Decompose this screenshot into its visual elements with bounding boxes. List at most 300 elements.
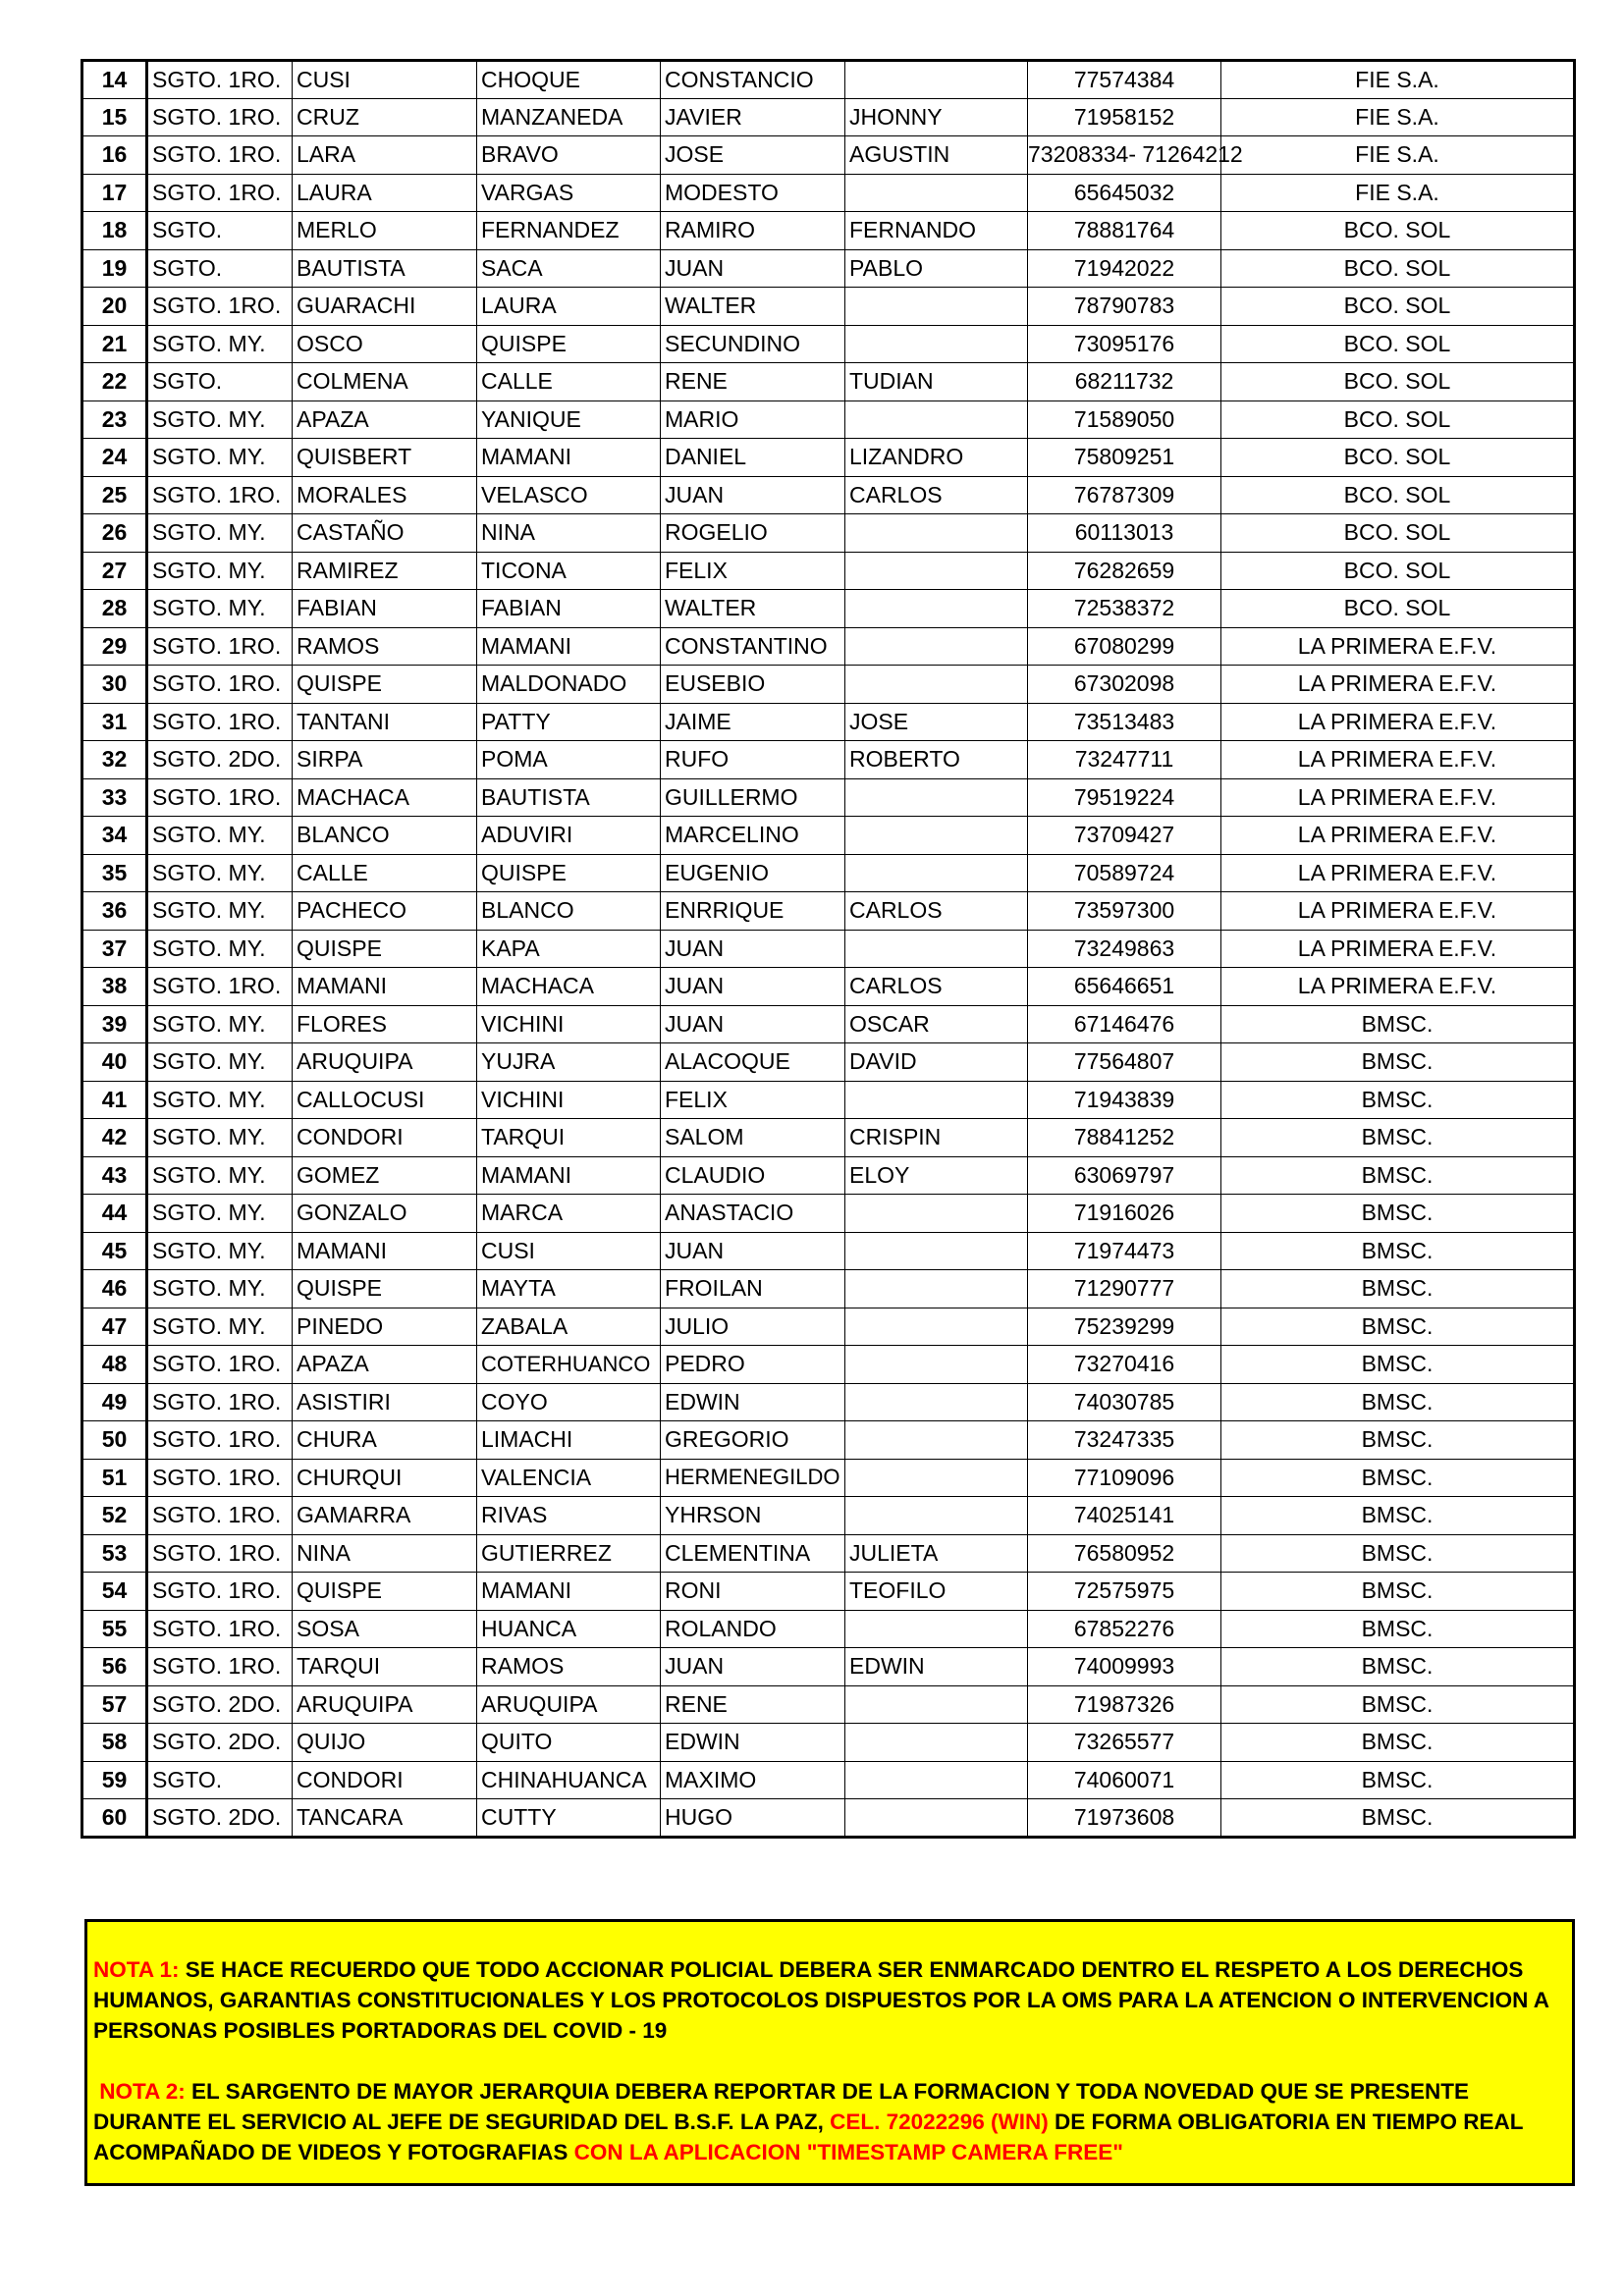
middle-name-cell [845,666,1028,704]
row-number-cell: 60 [82,1799,147,1838]
note-2 [93,2076,1566,2167]
middle-name-cell [845,817,1028,855]
institution-cell: BMSC. [1221,1724,1575,1762]
last-name-1-cell: LARA [293,136,477,175]
middle-name-cell: ELOY [845,1156,1028,1195]
rank-cell: SGTO. 1RO. [147,61,293,99]
phone-cell: 78881764 [1028,212,1221,250]
row-number-cell: 23 [82,400,147,439]
row-number-cell: 25 [82,476,147,514]
table-row [82,590,1575,628]
last-name-2-cell: TARQUI [477,1119,661,1157]
last-name-1-cell: NINA [293,1534,477,1573]
rank-cell: SGTO. 1RO. [147,174,293,212]
last-name-1-cell: COLMENA [293,363,477,401]
last-name-2-cell: ZABALA [477,1308,661,1346]
rank-cell: SGTO. 1RO. [147,1459,293,1497]
institution-cell: BMSC. [1221,1383,1575,1421]
phone-cell: 74060071 [1028,1761,1221,1799]
row-number-cell: 45 [82,1232,147,1270]
last-name-2-cell: MAMANI [477,1573,661,1611]
rank-cell: SGTO. 1RO. [147,1573,293,1611]
note-2-app: CON LA APLICACION "TIMESTAMP CAMERA FREE" [573,2140,1123,2164]
middle-name-cell [845,325,1028,363]
last-name-2-cell: MALDONADO [477,666,661,704]
table-row [82,892,1575,931]
institution-cell: BMSC. [1221,1119,1575,1157]
phone-cell: 74030785 [1028,1383,1221,1421]
row-number-cell: 29 [82,627,147,666]
last-name-2-cell: LIMACHI [477,1421,661,1460]
rank-cell: SGTO. 2DO. [147,1685,293,1724]
row-number-cell: 33 [82,778,147,817]
institution-cell: BMSC. [1221,1497,1575,1535]
first-name-cell: ALACOQUE [661,1043,845,1082]
rank-cell: SGTO. 1RO. [147,288,293,326]
last-name-1-cell: QUISPE [293,930,477,968]
last-name-1-cell: TANTANI [293,703,477,741]
row-number-cell: 57 [82,1685,147,1724]
row-number-cell: 42 [82,1119,147,1157]
table-row [82,1308,1575,1346]
table-row [82,174,1575,212]
middle-name-cell: JOSE [845,703,1028,741]
table-row [82,1459,1575,1497]
last-name-2-cell: KAPA [477,930,661,968]
institution-cell: LA PRIMERA E.F.V. [1221,968,1575,1006]
row-number-cell: 58 [82,1724,147,1762]
last-name-2-cell: BRAVO [477,136,661,175]
rank-cell: SGTO. MY. [147,439,293,477]
middle-name-cell [845,1346,1028,1384]
phone-cell: 73270416 [1028,1346,1221,1384]
first-name-cell: MARIO [661,400,845,439]
institution-cell: BCO. SOL [1221,514,1575,553]
last-name-2-cell: VARGAS [477,174,661,212]
first-name-cell: ROLANDO [661,1610,845,1648]
institution-cell: FIE S.A. [1221,136,1575,175]
row-number-cell: 54 [82,1573,147,1611]
table-row [82,1232,1575,1270]
last-name-1-cell: CHURQUI [293,1459,477,1497]
last-name-2-cell: FERNANDEZ [477,212,661,250]
middle-name-cell [845,930,1028,968]
first-name-cell: EUGENIO [661,854,845,892]
last-name-2-cell: FABIAN [477,590,661,628]
last-name-2-cell: MARCA [477,1195,661,1233]
phone-cell: 68211732 [1028,363,1221,401]
last-name-2-cell: CHOQUE [477,61,661,99]
last-name-1-cell: ARUQUIPA [293,1043,477,1082]
first-name-cell: ANASTACIO [661,1195,845,1233]
last-name-1-cell: LAURA [293,174,477,212]
last-name-1-cell: APAZA [293,1346,477,1384]
phone-cell: 78841252 [1028,1119,1221,1157]
table-row [82,1724,1575,1762]
note-1-label: NOTA 1: [93,1957,180,1982]
last-name-1-cell: PINEDO [293,1308,477,1346]
row-number-cell: 38 [82,968,147,1006]
middle-name-cell: LIZANDRO [845,439,1028,477]
institution-cell: BMSC. [1221,1761,1575,1799]
middle-name-cell [845,1081,1028,1119]
institution-cell: FIE S.A. [1221,174,1575,212]
last-name-2-cell: CUTTY [477,1799,661,1838]
table-row [82,1119,1575,1157]
table-row [82,400,1575,439]
row-number-cell: 22 [82,363,147,401]
last-name-2-cell: YANIQUE [477,400,661,439]
rank-cell: SGTO. MY. [147,325,293,363]
first-name-cell: JULIO [661,1308,845,1346]
rank-cell: SGTO. MY. [147,1119,293,1157]
table-row [82,61,1575,99]
row-number-cell: 20 [82,288,147,326]
phone-cell: 71958152 [1028,98,1221,136]
middle-name-cell: CARLOS [845,968,1028,1006]
middle-name-cell: CARLOS [845,892,1028,931]
rank-cell: SGTO. 1RO. [147,1610,293,1648]
table-row [82,1005,1575,1043]
phone-cell: 73095176 [1028,325,1221,363]
last-name-1-cell: PACHECO [293,892,477,931]
first-name-cell: FROILAN [661,1270,845,1308]
last-name-2-cell: BAUTISTA [477,778,661,817]
phone-cell: 71973608 [1028,1799,1221,1838]
first-name-cell: RENE [661,1685,845,1724]
last-name-1-cell: MACHACA [293,778,477,817]
institution-cell: BMSC. [1221,1685,1575,1724]
row-number-cell: 14 [82,61,147,99]
middle-name-cell [845,400,1028,439]
institution-cell: BCO. SOL [1221,476,1575,514]
middle-name-cell [845,1383,1028,1421]
institution-cell: BMSC. [1221,1232,1575,1270]
middle-name-cell [845,1610,1028,1648]
first-name-cell: GUILLERMO [661,778,845,817]
last-name-2-cell: VICHINI [477,1005,661,1043]
phone-cell: 77109096 [1028,1459,1221,1497]
last-name-2-cell: MAMANI [477,439,661,477]
last-name-1-cell: FLORES [293,1005,477,1043]
last-name-1-cell: GOMEZ [293,1156,477,1195]
rank-cell: SGTO. MY. [147,930,293,968]
last-name-2-cell: QUITO [477,1724,661,1762]
last-name-1-cell: CONDORI [293,1119,477,1157]
institution-cell: BCO. SOL [1221,439,1575,477]
phone-cell: 75809251 [1028,439,1221,477]
rank-cell: SGTO. 1RO. [147,98,293,136]
last-name-1-cell: GAMARRA [293,1497,477,1535]
last-name-2-cell: ARUQUIPA [477,1685,661,1724]
middle-name-cell [845,174,1028,212]
middle-name-cell [845,590,1028,628]
institution-cell: BMSC. [1221,1573,1575,1611]
rank-cell: SGTO. MY. [147,1156,293,1195]
phone-cell: 77574384 [1028,61,1221,99]
rank-cell: SGTO. 1RO. [147,627,293,666]
middle-name-cell [845,627,1028,666]
row-number-cell: 55 [82,1610,147,1648]
last-name-2-cell: CALLE [477,363,661,401]
rank-cell: SGTO. [147,1761,293,1799]
institution-cell: LA PRIMERA E.F.V. [1221,930,1575,968]
rank-cell: SGTO. MY. [147,1081,293,1119]
rank-cell: SGTO. MY. [147,1043,293,1082]
first-name-cell: FELIX [661,1081,845,1119]
table-row [82,1156,1575,1195]
row-number-cell: 18 [82,212,147,250]
phone-cell: 71974473 [1028,1232,1221,1270]
table-row [82,439,1575,477]
rank-cell: SGTO. 1RO. [147,703,293,741]
table-row [82,552,1575,590]
phone-cell: 73265577 [1028,1724,1221,1762]
first-name-cell: MODESTO [661,174,845,212]
middle-name-cell [845,61,1028,99]
first-name-cell: EDWIN [661,1383,845,1421]
middle-name-cell [845,854,1028,892]
institution-cell: BMSC. [1221,1308,1575,1346]
row-number-cell: 26 [82,514,147,553]
first-name-cell: HERMENEGILDO [661,1459,845,1497]
last-name-1-cell: MAMANI [293,968,477,1006]
institution-cell: LA PRIMERA E.F.V. [1221,666,1575,704]
row-number-cell: 40 [82,1043,147,1082]
first-name-cell: RAMIRO [661,212,845,250]
phone-cell: 63069797 [1028,1156,1221,1195]
institution-cell: BMSC. [1221,1610,1575,1648]
institution-cell: BMSC. [1221,1270,1575,1308]
table-row [82,1573,1575,1611]
middle-name-cell [845,1195,1028,1233]
note-2-label: NOTA 2: [99,2079,186,2104]
row-number-cell: 41 [82,1081,147,1119]
first-name-cell: WALTER [661,288,845,326]
last-name-1-cell: TANCARA [293,1799,477,1838]
last-name-2-cell: QUISPE [477,325,661,363]
last-name-1-cell: QUISBERT [293,439,477,477]
first-name-cell: MARCELINO [661,817,845,855]
last-name-1-cell: CUSI [293,61,477,99]
first-name-cell: WALTER [661,590,845,628]
last-name-1-cell: OSCO [293,325,477,363]
last-name-1-cell: RAMIREZ [293,552,477,590]
row-number-cell: 51 [82,1459,147,1497]
phone-cell: 71943839 [1028,1081,1221,1119]
institution-cell: LA PRIMERA E.F.V. [1221,892,1575,931]
rank-cell: SGTO. 1RO. [147,1534,293,1573]
first-name-cell: ROGELIO [661,514,845,553]
rank-cell: SGTO. MY. [147,1270,293,1308]
first-name-cell: SECUNDINO [661,325,845,363]
first-name-cell: JAVIER [661,98,845,136]
institution-cell: BCO. SOL [1221,288,1575,326]
institution-cell: LA PRIMERA E.F.V. [1221,741,1575,779]
row-number-cell: 27 [82,552,147,590]
row-number-cell: 16 [82,136,147,175]
note-2-text: EL SARGENTO DE MAYOR JERARQUIA DEBERA REPORTAR DE LA FORMACION Y TODA NOVEDAD QUE SE PRESENTE DURANTE EL SERVICIO AL JEFE DE SEGURIDAD DEL B.S.F. LA PAZ, [93,2079,1470,2134]
first-name-cell: JOSE [661,136,845,175]
first-name-cell: FELIX [661,552,845,590]
first-name-cell: HUGO [661,1799,845,1838]
phone-cell: 73513483 [1028,703,1221,741]
personnel-roster-table [81,59,1576,1839]
last-name-2-cell: VELASCO [477,476,661,514]
table-row [82,854,1575,892]
first-name-cell: JUAN [661,930,845,968]
institution-cell: BCO. SOL [1221,249,1575,288]
last-name-2-cell: COTERHUANCO [477,1346,661,1384]
institution-cell: BMSC. [1221,1156,1575,1195]
phone-cell: 73208334- 71264212 [1028,136,1221,175]
last-name-1-cell: CRUZ [293,98,477,136]
last-name-1-cell: CALLE [293,854,477,892]
rank-cell: SGTO. MY. [147,1005,293,1043]
note-1-text: SE HACE RECUERDO QUE TODO ACCIONAR POLICIAL DEBERA SER ENMARCADO DENTRO EL RESPETO A LOS DERECHOS HUMANOS, GARANTIAS CONSTITUCIONALES Y LOS PROTOCOLOS DISPUESTOS POR LA OMS PARA LA ATENCION O INTERVENCION A PERSONAS POSIBLES PORTADORAS DEL COVID - 19 [93,1957,1549,2043]
row-number-cell: 15 [82,98,147,136]
last-name-2-cell: YUJRA [477,1043,661,1082]
rank-cell: SGTO. 2DO. [147,1799,293,1838]
last-name-2-cell: PATTY [477,703,661,741]
middle-name-cell: TEOFILO [845,1573,1028,1611]
last-name-1-cell: RAMOS [293,627,477,666]
last-name-1-cell: QUIJO [293,1724,477,1762]
middle-name-cell: FERNANDO [845,212,1028,250]
table-row [82,514,1575,553]
last-name-1-cell: TARQUI [293,1648,477,1686]
phone-cell: 76787309 [1028,476,1221,514]
middle-name-cell [845,1232,1028,1270]
middle-name-cell [845,1270,1028,1308]
first-name-cell: JUAN [661,476,845,514]
institution-cell: BMSC. [1221,1346,1575,1384]
last-name-1-cell: SOSA [293,1610,477,1648]
first-name-cell: CONSTANCIO [661,61,845,99]
institution-cell: BMSC. [1221,1534,1575,1573]
phone-cell: 71916026 [1028,1195,1221,1233]
last-name-1-cell: CALLOCUSI [293,1081,477,1119]
row-number-cell: 52 [82,1497,147,1535]
last-name-2-cell: HUANCA [477,1610,661,1648]
institution-cell: BCO. SOL [1221,212,1575,250]
note-1 [93,1954,1566,2046]
rank-cell: SGTO. MY. [147,1308,293,1346]
rank-cell: SGTO. MY. [147,400,293,439]
institution-cell: BCO. SOL [1221,552,1575,590]
phone-cell: 67302098 [1028,666,1221,704]
row-number-cell: 47 [82,1308,147,1346]
table-row [82,249,1575,288]
rank-cell: SGTO. 1RO. [147,1346,293,1384]
first-name-cell: GREGORIO [661,1421,845,1460]
last-name-2-cell: RAMOS [477,1648,661,1686]
last-name-2-cell: POMA [477,741,661,779]
first-name-cell: DANIEL [661,439,845,477]
phone-cell: 76580952 [1028,1534,1221,1573]
rank-cell: SGTO. MY. [147,1232,293,1270]
institution-cell: BCO. SOL [1221,400,1575,439]
notes-box [84,1919,1575,2186]
last-name-1-cell: MORALES [293,476,477,514]
table-row [82,1534,1575,1573]
phone-cell: 72575975 [1028,1573,1221,1611]
middle-name-cell: JULIETA [845,1534,1028,1573]
table-row [82,1383,1575,1421]
rank-cell: SGTO. 1RO. [147,476,293,514]
row-number-cell: 39 [82,1005,147,1043]
last-name-1-cell: QUISPE [293,666,477,704]
table-row [82,930,1575,968]
rank-cell: SGTO. 1RO. [147,1497,293,1535]
row-number-cell: 32 [82,741,147,779]
phone-cell: 72538372 [1028,590,1221,628]
roster-table-body [82,61,1575,1838]
phone-cell: 75239299 [1028,1308,1221,1346]
first-name-cell: JUAN [661,968,845,1006]
table-row [82,363,1575,401]
rank-cell: SGTO. MY. [147,514,293,553]
phone-cell: 67080299 [1028,627,1221,666]
phone-cell: 73247335 [1028,1421,1221,1460]
phone-cell: 70589724 [1028,854,1221,892]
table-row [82,968,1575,1006]
phone-cell: 76282659 [1028,552,1221,590]
rank-cell: SGTO. MY. [147,854,293,892]
last-name-1-cell: ARUQUIPA [293,1685,477,1724]
table-row [82,666,1575,704]
phone-cell: 78790783 [1028,288,1221,326]
row-number-cell: 19 [82,249,147,288]
phone-cell: 74025141 [1028,1497,1221,1535]
phone-cell: 65646651 [1028,968,1221,1006]
row-number-cell: 36 [82,892,147,931]
phone-cell: 73597300 [1028,892,1221,931]
rank-cell: SGTO. 2DO. [147,741,293,779]
table-row [82,627,1575,666]
last-name-2-cell: MACHACA [477,968,661,1006]
last-name-1-cell: GUARACHI [293,288,477,326]
last-name-1-cell: CHURA [293,1421,477,1460]
last-name-2-cell: TICONA [477,552,661,590]
last-name-2-cell: VICHINI [477,1081,661,1119]
middle-name-cell: CRISPIN [845,1119,1028,1157]
last-name-1-cell: SIRPA [293,741,477,779]
row-number-cell: 28 [82,590,147,628]
first-name-cell: ENRRIQUE [661,892,845,931]
table-row [82,741,1575,779]
last-name-2-cell: MAMANI [477,1156,661,1195]
rank-cell: SGTO. 1RO. [147,1421,293,1460]
middle-name-cell: EDWIN [845,1648,1028,1686]
first-name-cell: JAIME [661,703,845,741]
row-number-cell: 48 [82,1346,147,1384]
institution-cell: BCO. SOL [1221,363,1575,401]
table-row [82,98,1575,136]
institution-cell: FIE S.A. [1221,61,1575,99]
table-row [82,1799,1575,1838]
last-name-2-cell: CHINAHUANCA [477,1761,661,1799]
institution-cell: BMSC. [1221,1005,1575,1043]
institution-cell: LA PRIMERA E.F.V. [1221,778,1575,817]
last-name-1-cell: BLANCO [293,817,477,855]
first-name-cell: JUAN [661,1005,845,1043]
rank-cell: SGTO. 1RO. [147,1648,293,1686]
last-name-1-cell: GONZALO [293,1195,477,1233]
table-row [82,817,1575,855]
first-name-cell: EDWIN [661,1724,845,1762]
middle-name-cell [845,288,1028,326]
